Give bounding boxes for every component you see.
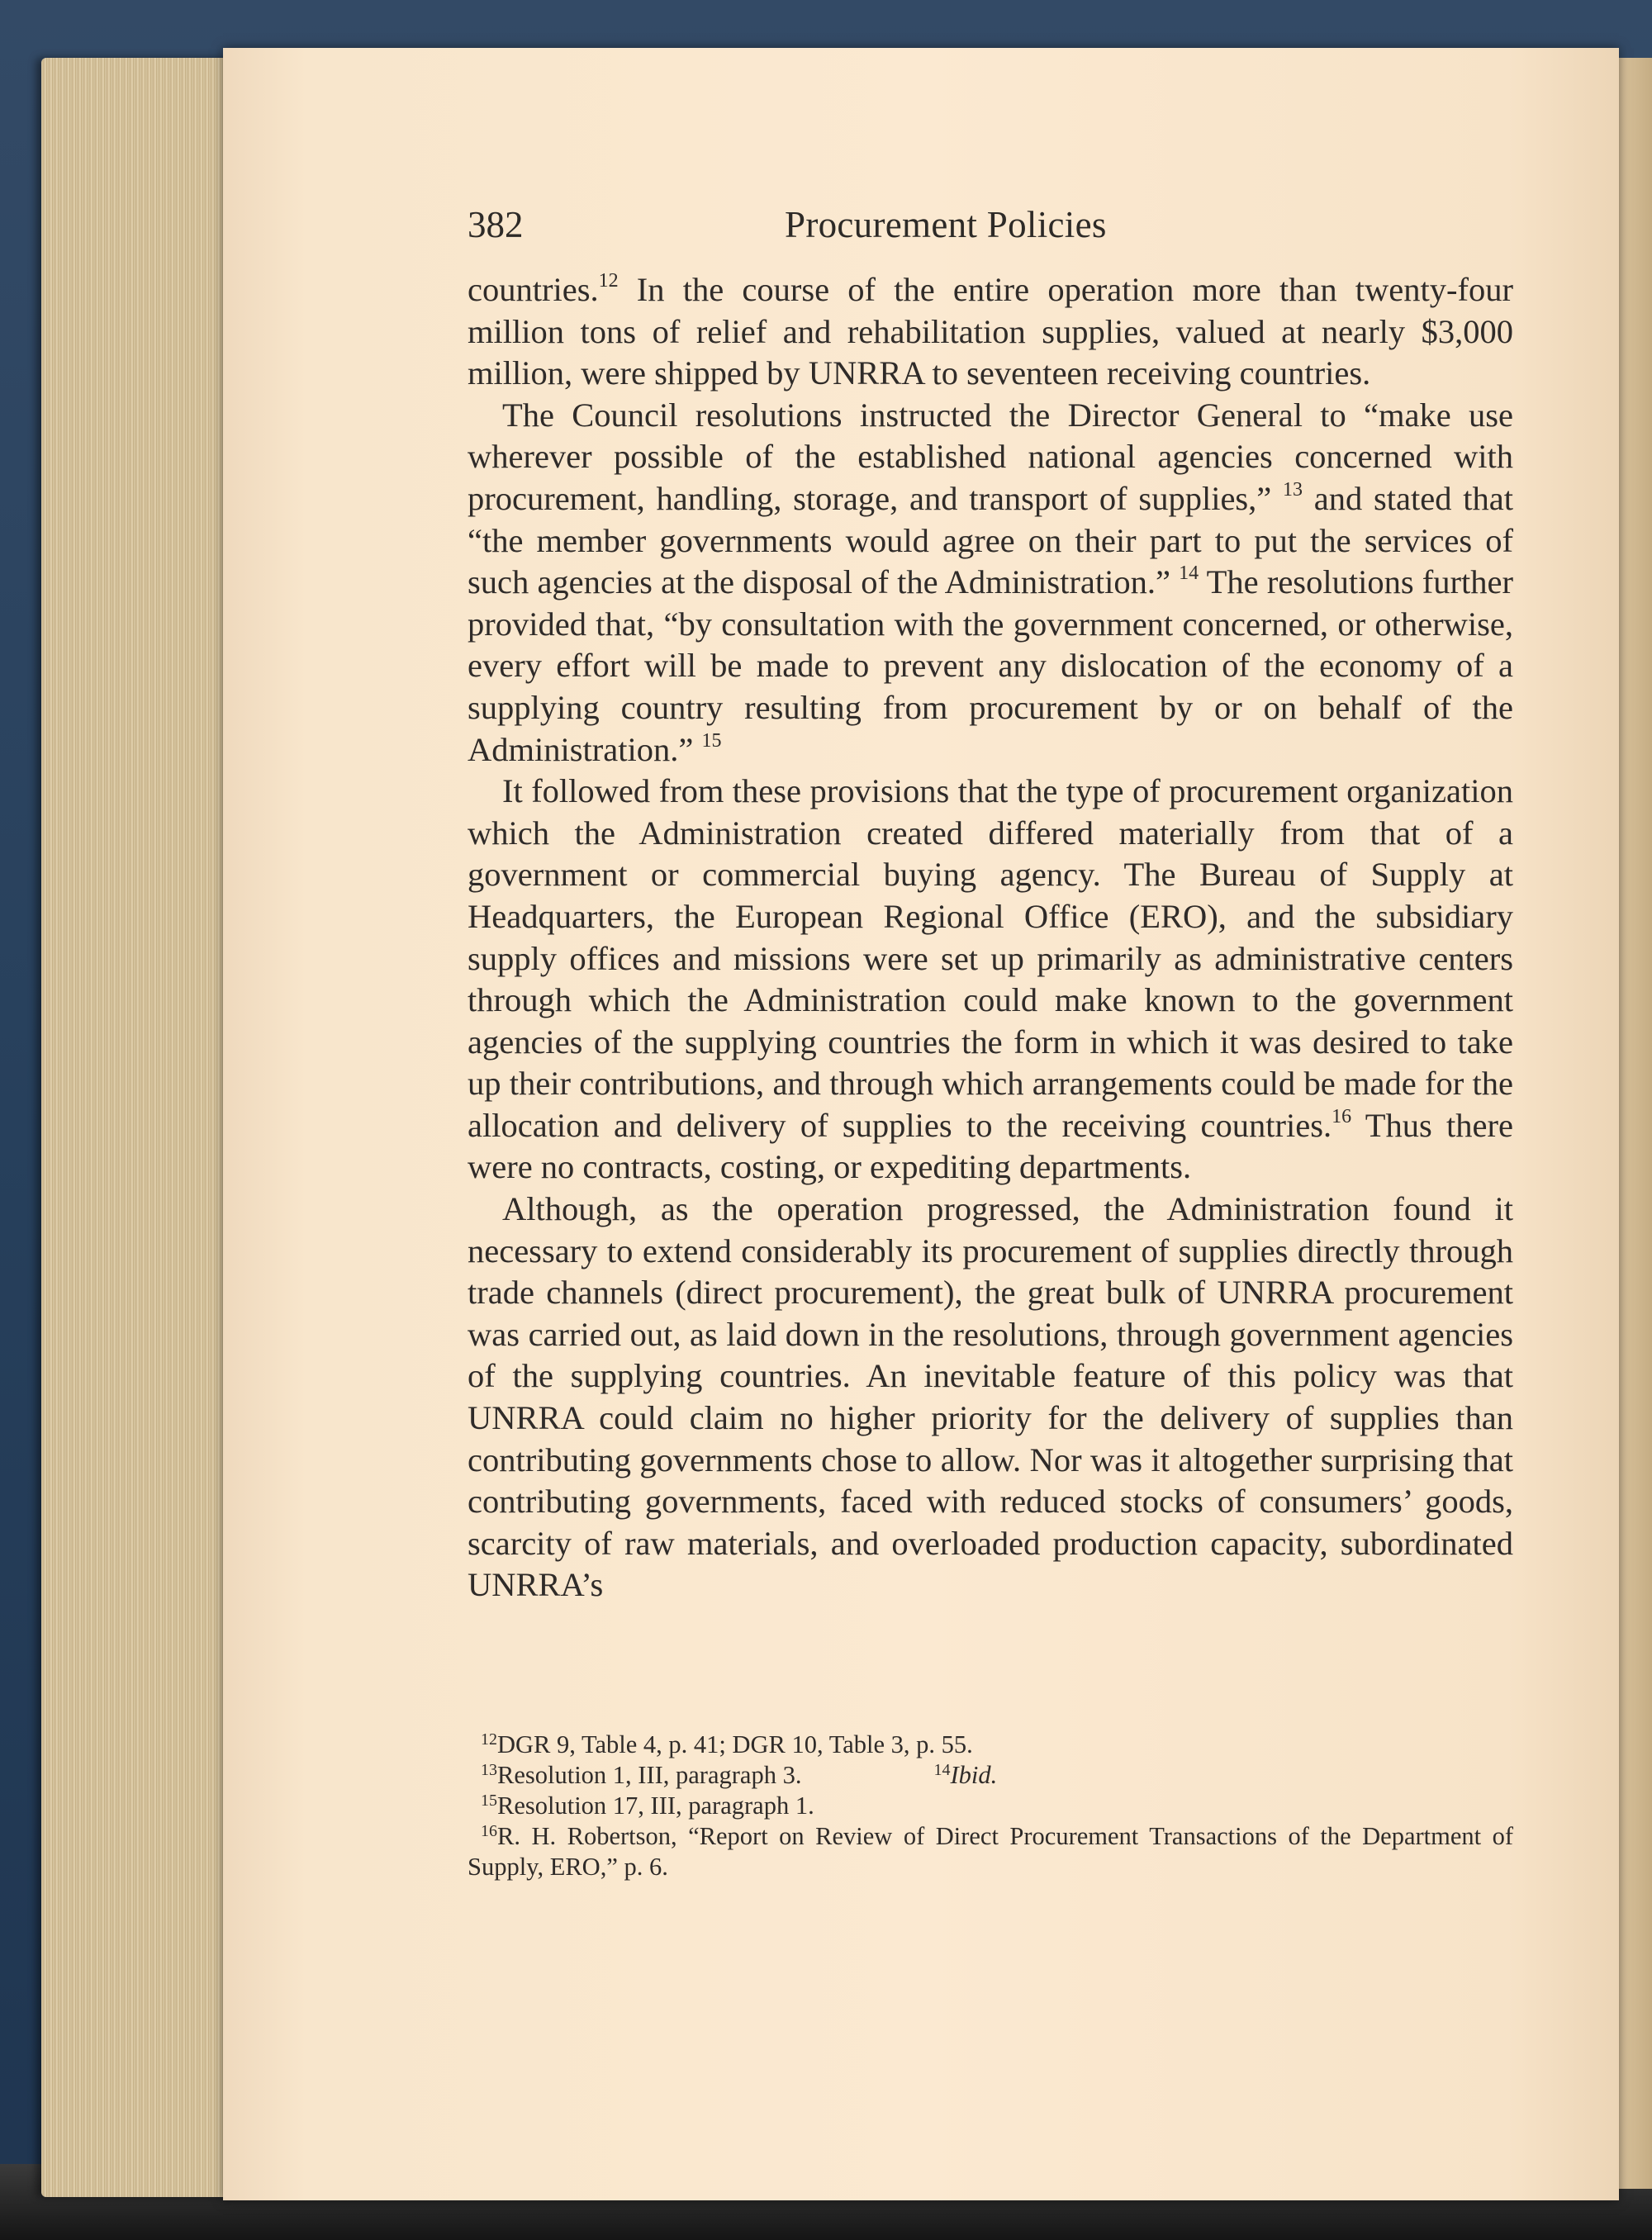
- footnote-13: Resolution 1, III, paragraph 3.: [497, 1761, 802, 1789]
- body-text: [468, 269, 1513, 1606]
- footnote-ref-13: 13: [1283, 478, 1303, 501]
- footnote-15: $^{15}$Resolution 17, III, paragraph 1.: [481, 1792, 814, 1820]
- paragraph-3: It followed from these provisions that the type of procurement organization which the Administration created differed materially from that of a government or commercial buying agency. The Bureau of Supply at Headquarters, the European Regional Office (ERO), and the subsidiary supply offices and missions were set up primarily as administrative centers through which the Administration could make known to the government agencies of the supplying countries the form in which it was desired to take up their contributions, and through which arrangements could be made for the allocation and delivery of supplies to the receiving countries.$^{16}$ Thus there were no contracts, costing, or expediting departments.: [468, 772, 1513, 1186]
- running-title: Procurement Policies: [785, 204, 1107, 245]
- footnotes: [468, 1730, 1513, 1882]
- footnote-ref-12: 12: [598, 270, 619, 292]
- page-header: [468, 203, 1508, 256]
- facing-page-edge: [1619, 58, 1652, 2189]
- footnote-12: $^{12}$DGR 9, Table 4, p. 41; DGR 10, Table 3, p. 55.: [481, 1730, 973, 1758]
- paragraph-2: The Council resolutions instructed the Director General to “make use wherever possible of the established national agencies concerned with procurement, handling, storage, and transport of supplies,” $^{13}$ and stated that “the member governments would agree on their part to put the services of such agencies at the disposal of the Administration.” $^{14}$ The resolutions further provided that, “by consultation with the government concerned, or otherwise, every effort will be made to prevent any dislocation of the economy of a supplying country resulting from procurement by or on behalf of the Administration.” $^{15}$: [468, 396, 1513, 768]
- page-edges: [41, 58, 231, 2197]
- footnote-ref-16: 16: [1332, 1105, 1352, 1127]
- paragraph-4: Although, as the operation progressed, the Administration found it necessary to extend considerably its procurement of supplies directly through trade channels (direct procurement), the great bulk of UNRRA procurement was carried out, as laid down in the resolutions, through government agencies of the supplying countries. An inevitable feature of this policy was that UNRRA could claim no higher priority for the delivery of supplies than contributing governments chose to allow. Nor was it altogether surprising that contributing governments, faced with reduced stocks of consumers’ goods, scarcity of raw materials, and overloaded production capacity, subordinated UNRRA’s: [468, 1190, 1513, 1604]
- paragraph-1: countries.$^{12}$ In the course of the entire operation more than twenty-four million tons of relief and rehabilitation supplies, valued at nearly $3,000 million, were shipped by UNRRA to seventeen receiving countries.: [468, 270, 1513, 392]
- page-number: 382: [468, 204, 524, 245]
- footnote-16: $^{16}$R. H. Robertson, “Report on Review of Direct Procurement Transactions of the Department of Supply, ERO,” p. 6.: [468, 1822, 1513, 1881]
- footnote-13-14: $^{13}$Resolution 1, III, paragraph 3. $^{14}$Ibid.: [481, 1761, 998, 1789]
- footnote-ref-15: 15: [701, 729, 722, 752]
- footnote-14: $^{14}$Ibid.: [933, 1761, 998, 1789]
- footnote-ref-14: 14: [1179, 562, 1199, 585]
